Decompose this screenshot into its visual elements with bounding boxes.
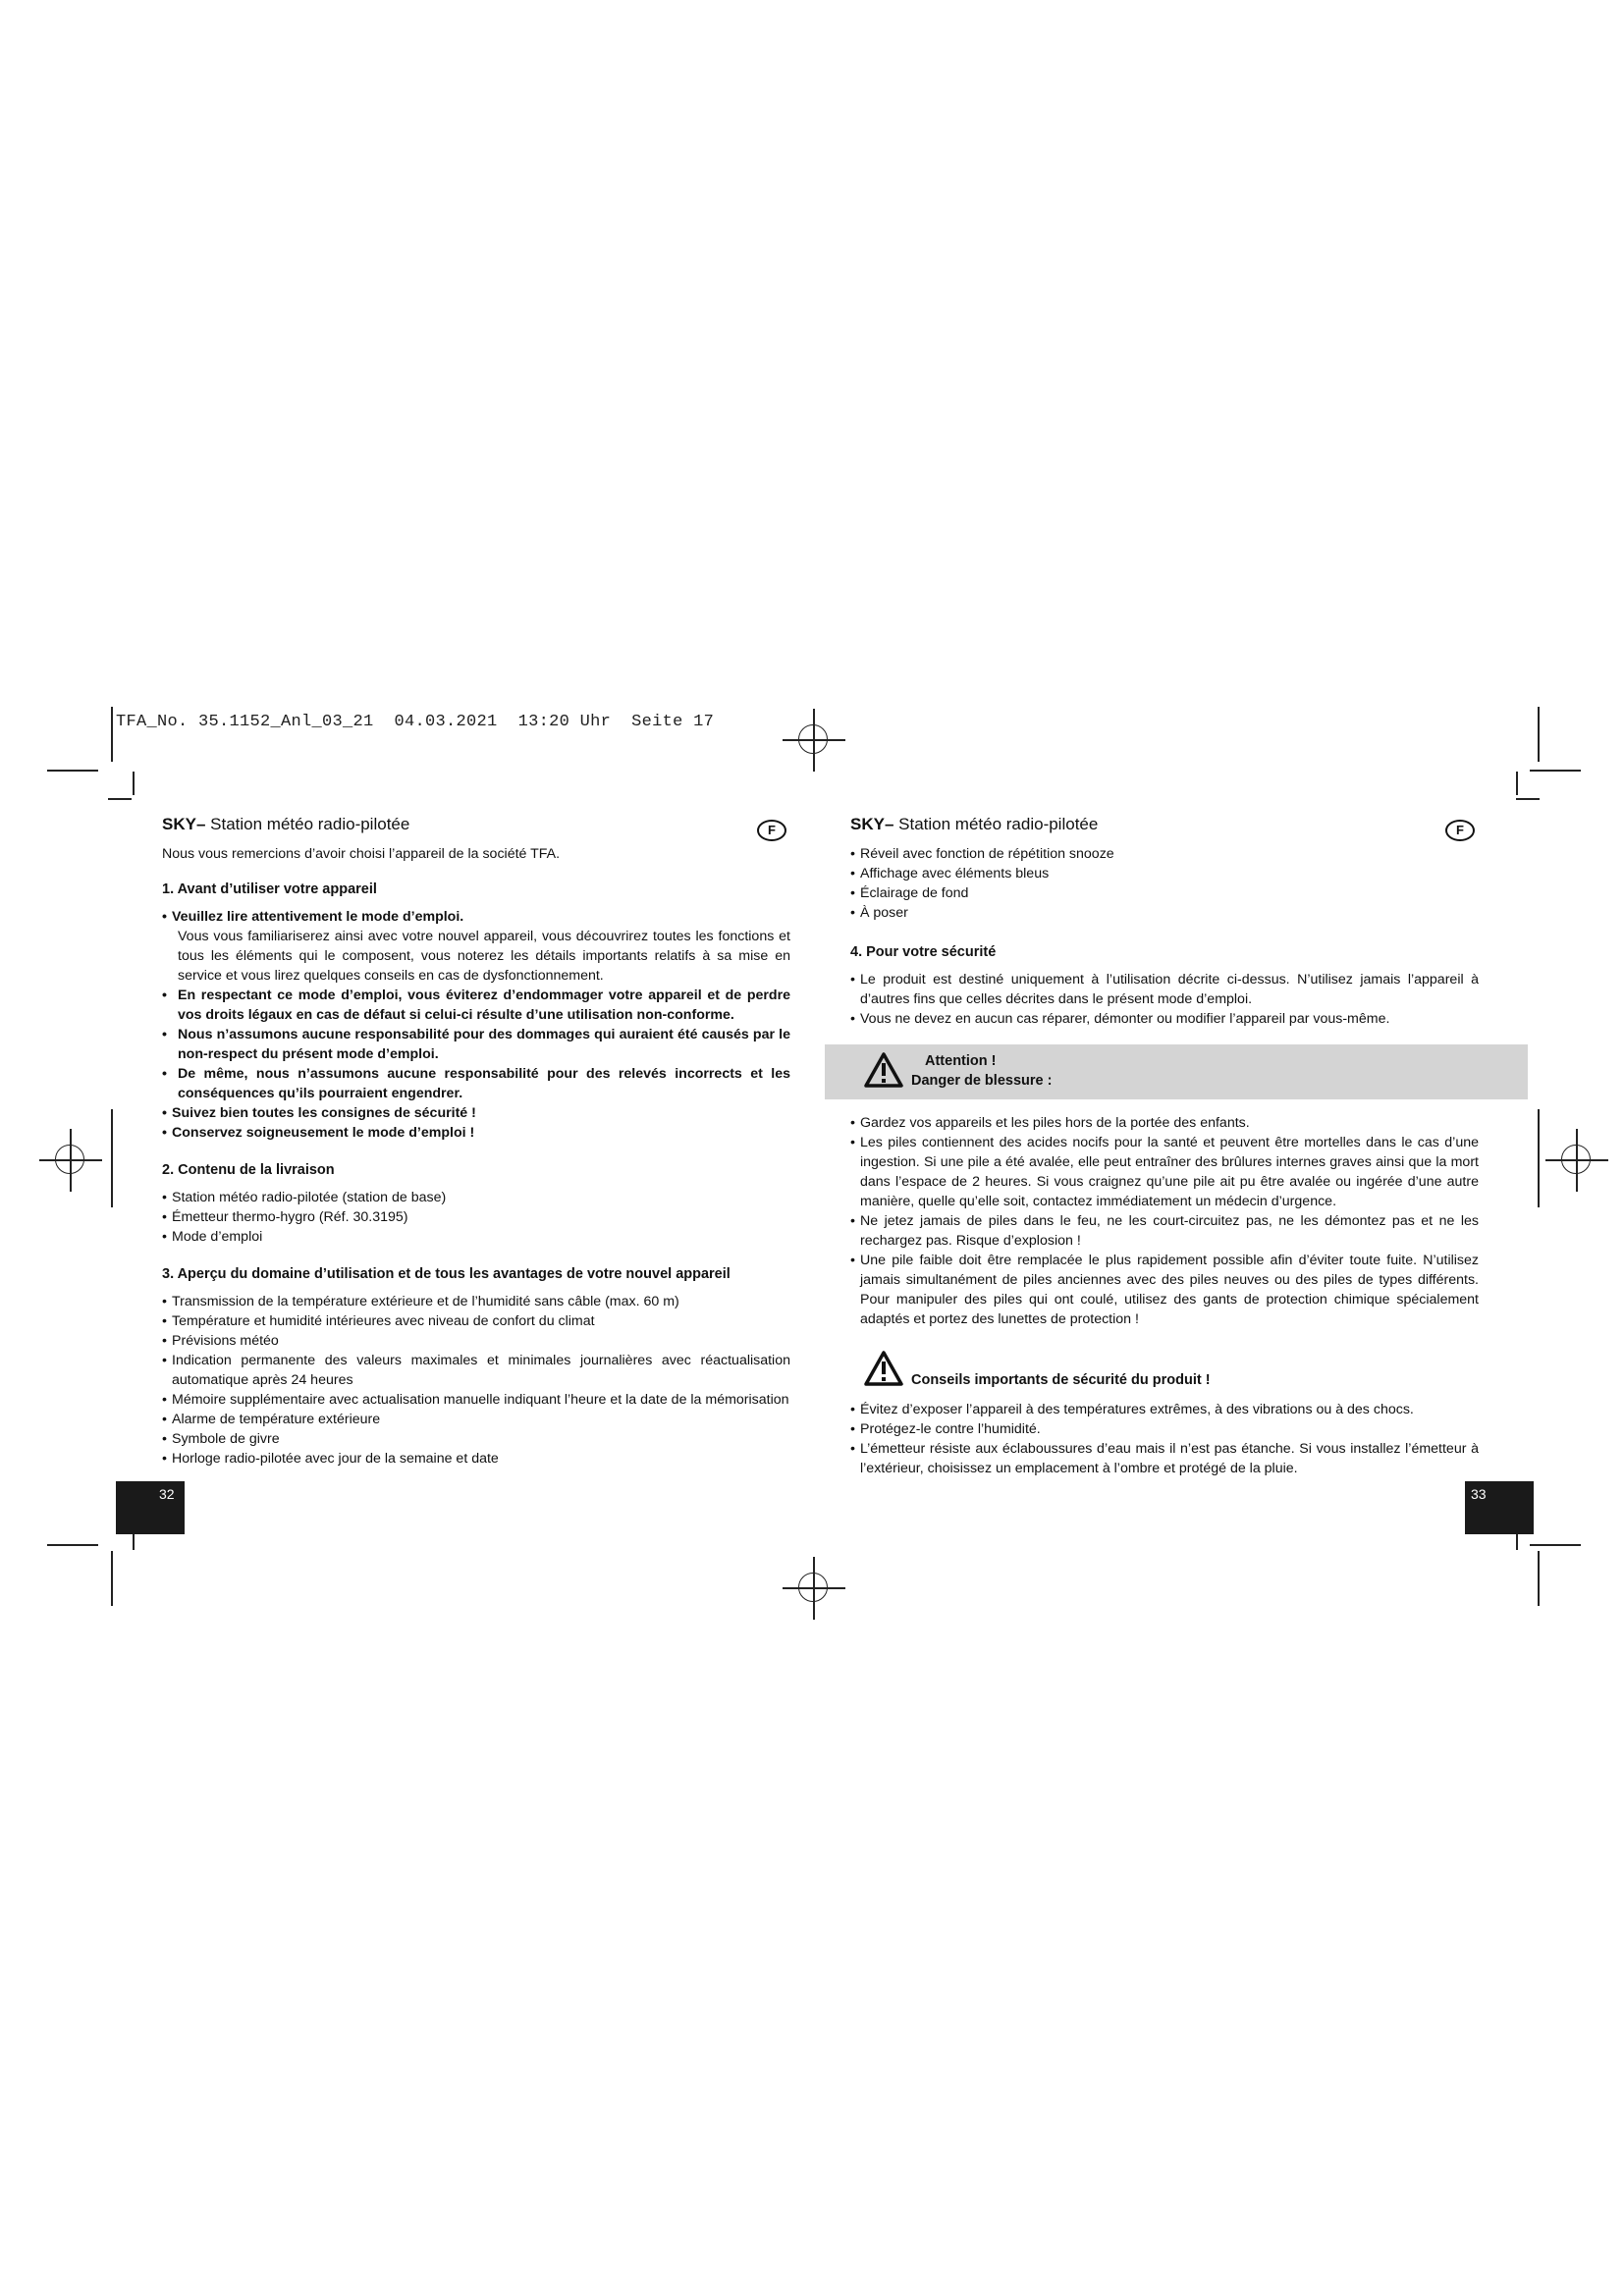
list-item: • Une pile faible doit être remplacée le plus rapidement possible afin d’éviter toute fuite. N’utilisez jamais simultanément de piles anciennes avec des piles neuves ou des piles de types différents. Pour manipuler des piles qui ont coulé, utilisez des gants de protection chimique spécialement adaptés et portez des lunettes de protection !: [850, 1251, 1479, 1329]
section-1-list: [162, 907, 790, 1143]
page-number: 33: [1471, 1486, 1487, 1502]
page-number-box: [1465, 1481, 1534, 1534]
attention-title: Attention !: [925, 1053, 997, 1069]
list-item: • Gardez vos appareils et les piles hors de la portée des enfants.: [850, 1113, 1479, 1133]
section-2: [162, 1160, 790, 1247]
list-item: • Veuillez lire attentivement le mode d’emploi. Vous vous familiariserez ainsi avec votre nouvel appareil, vous découvrirez toutes les fonctions et tous les éléments qui le composent, vous noterez les détails importants relatifs à sa mise en service et vous lirez quelques conseils en cas de dysfonctionnement.: [162, 907, 790, 986]
list-item: • Affichage avec éléments bleus: [850, 864, 1479, 883]
list-item: • Le produit est destiné uniquement à l’utilisation décrite ci-dessus. N’utilisez jamais l’appareil à d’autres fins que celles décrites dans le présent mode d’emploi.: [850, 970, 1479, 1009]
warning-triangle-icon: [864, 1351, 903, 1386]
list-item: • En respectant ce mode d’emploi, vous éviterez d’endommager votre appareil et de perdre vos droits légaux en cas de défaut si celui-ci résulte d’une utilisation non-conforme.: [162, 986, 790, 1025]
title-text: Station météo radio-pilotée: [893, 815, 1099, 833]
print-header-line: TFA_No. 35.1152_Anl_03_21 04.03.2021 13:20 Uhr Seite 17: [116, 713, 715, 731]
section-3: [162, 1264, 790, 1468]
features-list: [850, 844, 1479, 923]
safety-heading-row: [850, 1347, 1479, 1400]
page-number-box: [116, 1481, 185, 1534]
list-item: • À poser: [850, 903, 1479, 923]
section-3-list: [162, 1292, 790, 1468]
section-heading: 4. Pour votre sécurité: [850, 944, 997, 960]
list-item: • Éclairage de fond: [850, 883, 1479, 903]
intro-text: Nous vous remercions d’avoir choisi l’appareil de la société TFA.: [162, 846, 561, 862]
section-4-list: [850, 970, 1479, 1029]
crop-mark: [108, 798, 132, 800]
crop-mark: [111, 707, 113, 762]
crop-mark: [133, 772, 135, 795]
attention-text: [911, 1051, 1052, 1091]
title-product: SKY–: [162, 815, 206, 833]
list-item: • Mode d’emploi: [162, 1227, 790, 1247]
list-item: • Station météo radio-pilotée (station de base): [162, 1188, 790, 1207]
attention-banner: [825, 1044, 1528, 1099]
crop-mark: [111, 1109, 113, 1207]
list-item: • Protégez-le contre l’humidité.: [850, 1419, 1479, 1439]
crop-mark: [1538, 1551, 1540, 1606]
list-item: • Température et humidité intérieures avec niveau de confort du climat: [162, 1311, 790, 1331]
registration-crosshair: [39, 1129, 102, 1192]
list-item: • Indication permanente des valeurs maximales et minimales journalières avec réactualisation automatique après 24 heures: [162, 1351, 790, 1390]
list-item: • Horloge radio-pilotée avec jour de la semaine et date: [162, 1449, 790, 1468]
safety-heading: Conseils importants de sécurité du produit !: [911, 1372, 1211, 1388]
list-item: • Nous n’assumons aucune responsabilité pour des dommages qui auraient été causés par le non-respect du présent mode d’emploi.: [162, 1025, 790, 1064]
safety-list: [850, 1400, 1479, 1478]
warning-triangle-icon: [864, 1052, 903, 1088]
list-item: • Vous ne devez en aucun cas réparer, démonter ou modifier l’appareil par vous-même.: [850, 1009, 1479, 1029]
list-item-desc: Vous vous familiariserez ainsi avec votre nouvel appareil, vous découvrirez toutes les fonctions et tous les éléments qui le composent, vous noterez les détails importants relatifs à sa mise en service et vous lirez quelques conseils en cas de dysfonctionnement.: [178, 929, 790, 984]
crop-mark: [1516, 772, 1518, 795]
list-item: • Les piles contiennent des acides nocifs pour la santé et peuvent être mortelles dans le cas d’une ingestion. Si une pile a été avalée, elle peut entraîner des brûlures internes graves ainsi que la mort dans l’espace de 2 heures. Si vous craignez qu’une pile ait pu être avalée ou ingérée d’une autre manière, quelle qu’elle soit, contactez immédiatement un médecin d’urgence.: [850, 1133, 1479, 1211]
list-item: • Conservez soigneusement le mode d’emploi !: [162, 1123, 790, 1143]
list-item: • Ne jetez jamais de piles dans le feu, ne les court-circuitez pas, ne les démontez pas et ne les rechargez pas. Risque d’explosion !: [850, 1211, 1479, 1251]
crop-mark: [1538, 1109, 1540, 1207]
title-product: SKY–: [850, 815, 894, 833]
crop-mark: [111, 1551, 113, 1606]
list-item: • Suivez bien toutes les consignes de sécurité !: [162, 1103, 790, 1123]
page-number: 32: [159, 1486, 175, 1502]
crop-mark: [1530, 770, 1581, 772]
section-heading: 2. Contenu de la livraison: [162, 1162, 335, 1178]
right-page: [850, 815, 1479, 1478]
list-item: • Symbole de givre: [162, 1429, 790, 1449]
list-item: • L’émetteur résiste aux éclaboussures d’eau mais il n’est pas étanche. Si vous installez l’émetteur à l’extérieur, choisissez un emplacement à l’ombre et protégé de la pluie.: [850, 1439, 1479, 1478]
section-1: [162, 880, 790, 1143]
page-title: [162, 815, 790, 834]
section-2-list: [162, 1188, 790, 1247]
left-page: [162, 815, 790, 1468]
language-badge: F: [1445, 820, 1475, 841]
registration-crosshair: [1545, 1129, 1608, 1192]
title-text: Station météo radio-pilotée: [205, 815, 410, 833]
crop-mark: [47, 1544, 98, 1546]
attention-list: [850, 1113, 1479, 1329]
list-item: • Réveil avec fonction de répétition snooze: [850, 844, 1479, 864]
section-4: [850, 942, 1479, 1029]
list-item: • Alarme de température extérieure: [162, 1410, 790, 1429]
crop-mark: [47, 770, 98, 772]
attention-subtitle: Danger de blessure :: [911, 1073, 1053, 1089]
list-item: • Prévisions météo: [162, 1331, 790, 1351]
page-title: [850, 815, 1479, 834]
section-heading: 3. Aperçu du domaine d’utilisation et de tous les avantages de votre nouvel appareil: [162, 1266, 731, 1282]
list-item: • Émetteur thermo-hygro (Réf. 30.3195): [162, 1207, 790, 1227]
crop-mark: [1538, 707, 1540, 762]
registration-crosshair: [783, 709, 845, 772]
crop-mark: [1530, 1544, 1581, 1546]
crop-mark: [1516, 798, 1540, 800]
registration-crosshair: [783, 1557, 845, 1620]
list-item: • Évitez d’exposer l’appareil à des températures extrêmes, à des vibrations ou à des chocs.: [850, 1400, 1479, 1419]
list-item: • De même, nous n’assumons aucune responsabilité pour des relevés incorrects et les conséquences qu’ils pourraient engendrer.: [162, 1064, 790, 1103]
list-item: • Mémoire supplémentaire avec actualisation manuelle indiquant l’heure et la date de la mémorisation: [162, 1390, 790, 1410]
language-badge: F: [757, 820, 786, 841]
list-item: • Transmission de la température extérieure et de l’humidité sans câble (max. 60 m): [162, 1292, 790, 1311]
section-heading: 1. Avant d’utiliser votre appareil: [162, 881, 377, 897]
